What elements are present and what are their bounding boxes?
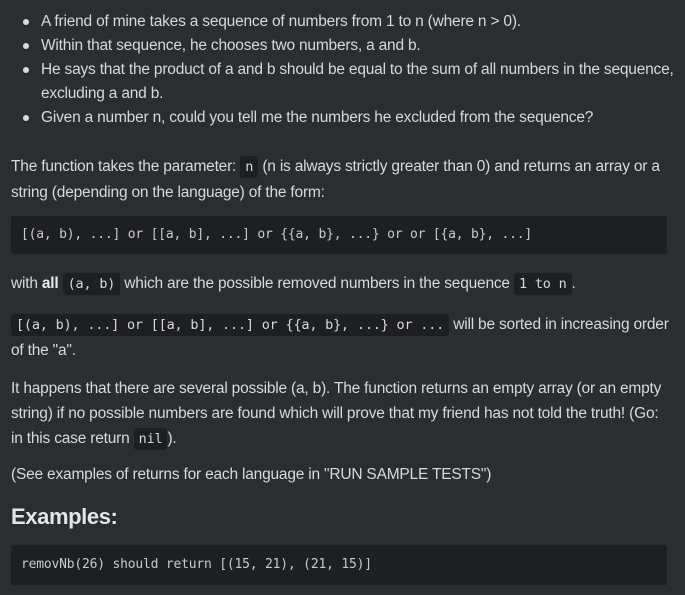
empty-result-paragraph (11, 376, 671, 452)
sample-tests-note: (See examples of returns for each language in "RUN SAMPLE TESTS") (11, 466, 492, 483)
text: (n is always strictly greater than 0) and returns an array or a string (depending on the language) of the form: (11, 158, 660, 201)
text: The function takes the parameter: (11, 158, 241, 175)
possible-numbers-paragraph (11, 272, 671, 296)
list-item: Given a number n, could you tell me the numbers he excluded from the sequence? (41, 106, 674, 130)
function-description (11, 154, 671, 206)
emphasis-all: all (41, 275, 59, 292)
text: . (571, 275, 576, 292)
examples-heading: Examples: (11, 504, 118, 529)
rules-list (11, 10, 674, 130)
text: It happens that there are several possible (a, b). The function returns an empty array (or an empty string) if no possible numbers are found which will prove that my friend has not told the truth! (Go: in this case return (11, 380, 662, 447)
example-code-block: removNb(26) should return [(15, 21), (21, 15)] (11, 545, 667, 585)
text: will be sorted in increasing order of the "a". (11, 316, 669, 359)
sorting-paragraph (11, 312, 671, 364)
list-item: A friend of mine takes a sequence of numbers from 1 to n (where n > 0). (41, 10, 674, 34)
inline-code-nil: nil (134, 428, 168, 450)
inline-code-n: n (240, 156, 258, 178)
inline-code-ab: (a, b) (63, 273, 121, 295)
text: ). (167, 430, 177, 447)
text: with (11, 275, 42, 292)
inline-code-range: 1 to n (514, 273, 572, 295)
text: which are the possible removed numbers in the sequence (120, 275, 514, 292)
return-format-code-block: [(a, b), ...] or [[a, b], ...] or {{a, b}, ...} or or [{a, b}, ...] (11, 216, 667, 254)
inline-code-forms: [(a, b), ...] or [[a, b], ...] or {{a, b}, ...} or ... (11, 314, 449, 336)
list-item: He says that the product of a and b should be equal to the sum of all numbers in the sequence, excluding a and b. (41, 58, 674, 106)
list-item: Within that sequence, he chooses two numbers, a and b. (41, 34, 674, 58)
